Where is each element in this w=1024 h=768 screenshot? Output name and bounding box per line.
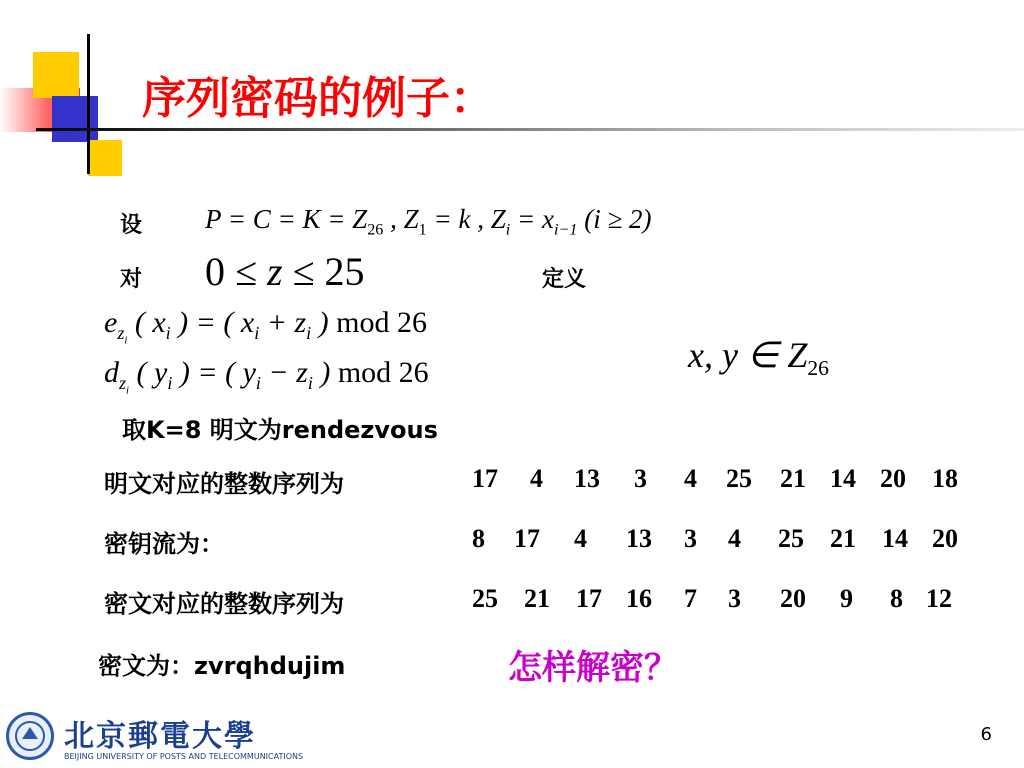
value-cell: 17 xyxy=(514,524,540,553)
decor-yellow-square xyxy=(33,52,79,98)
value-cell: 25 xyxy=(472,584,498,613)
let-label: 设 xyxy=(120,213,143,238)
value-cell: 4 xyxy=(574,524,587,553)
decryption-formula: $d_{z_i}$ ( $y_i$ ) = ( $y_i - z_i$ ) mod 26 xyxy=(104,356,429,397)
title-underline xyxy=(36,128,1024,131)
value-cell: 17 xyxy=(472,464,498,493)
keystream-label: 密钥流为： xyxy=(104,530,224,558)
value-cell: 21 xyxy=(830,524,856,553)
value-cell: 21 xyxy=(524,584,550,613)
university-logo-english: BEIJING UNIVERSITY OF POSTS AND TELECOMMUNICATIONS xyxy=(64,752,304,761)
value-cell: 20 xyxy=(780,584,806,613)
value-cell: 18 xyxy=(932,464,958,493)
value-cell: 4 xyxy=(684,464,697,493)
value-cell: 25 xyxy=(778,524,804,553)
value-cell: 25 xyxy=(726,464,752,493)
plaintext-seq-label: 明文对应的整数序列为 xyxy=(104,470,344,498)
value-cell: 16 xyxy=(626,584,652,613)
decor-blue-square xyxy=(52,96,98,142)
range-formula: 0 ≤ z ≤ 25 xyxy=(205,249,365,294)
decor-vertical-line xyxy=(87,34,90,174)
value-cell: 13 xyxy=(574,464,600,493)
slide-title: 序列密码的例子： xyxy=(142,73,494,124)
key-plaintext-line: 取K=8 明文为rendezvous xyxy=(122,416,438,444)
value-cell: 3 xyxy=(684,524,697,553)
value-cell: 8 xyxy=(472,524,485,553)
decor-yellow-square-small xyxy=(88,140,122,176)
value-cell: 8 xyxy=(890,584,903,613)
encryption-formula: $e_{z_i}$ ( $x_i$ ) = ( $x_i + z_i$ ) mod 26 xyxy=(104,306,428,347)
value-cell: 4 xyxy=(530,464,543,493)
domain-formula: x, y ∈ $Z_{26}$ xyxy=(688,335,829,381)
value-cell: 3 xyxy=(634,464,647,493)
definition-formula: $P = C = K = Z_{26}$ , $Z_1 = k$ , $Z_i = x_{i-1}$ (i ≥ 2) xyxy=(205,204,652,239)
university-seal-icon xyxy=(6,712,54,760)
value-cell: 14 xyxy=(830,464,856,493)
value-cell: 21 xyxy=(780,464,806,493)
decrypt-question: 怎样解密？ xyxy=(508,648,678,688)
for-label: 对 xyxy=(120,267,143,292)
value-cell: 3 xyxy=(728,584,741,613)
value-cell: 17 xyxy=(576,584,602,613)
value-cell: 4 xyxy=(728,524,741,553)
ciphertext-seq-label: 密文对应的整数序列为 xyxy=(104,590,344,618)
value-cell: 20 xyxy=(880,464,906,493)
value-cell: 12 xyxy=(926,584,952,613)
value-cell: 13 xyxy=(626,524,652,553)
ciphertext-line: 密文为：zvrqhdujim xyxy=(98,652,346,680)
value-cell: 14 xyxy=(882,524,908,553)
value-cell: 20 xyxy=(932,524,958,553)
define-label: 定义 xyxy=(542,267,587,292)
value-cell: 9 xyxy=(840,584,853,613)
value-cell: 7 xyxy=(684,584,697,613)
university-logo-chinese: 北京郵電大學 xyxy=(64,719,256,754)
page-number: 6 xyxy=(980,724,992,745)
